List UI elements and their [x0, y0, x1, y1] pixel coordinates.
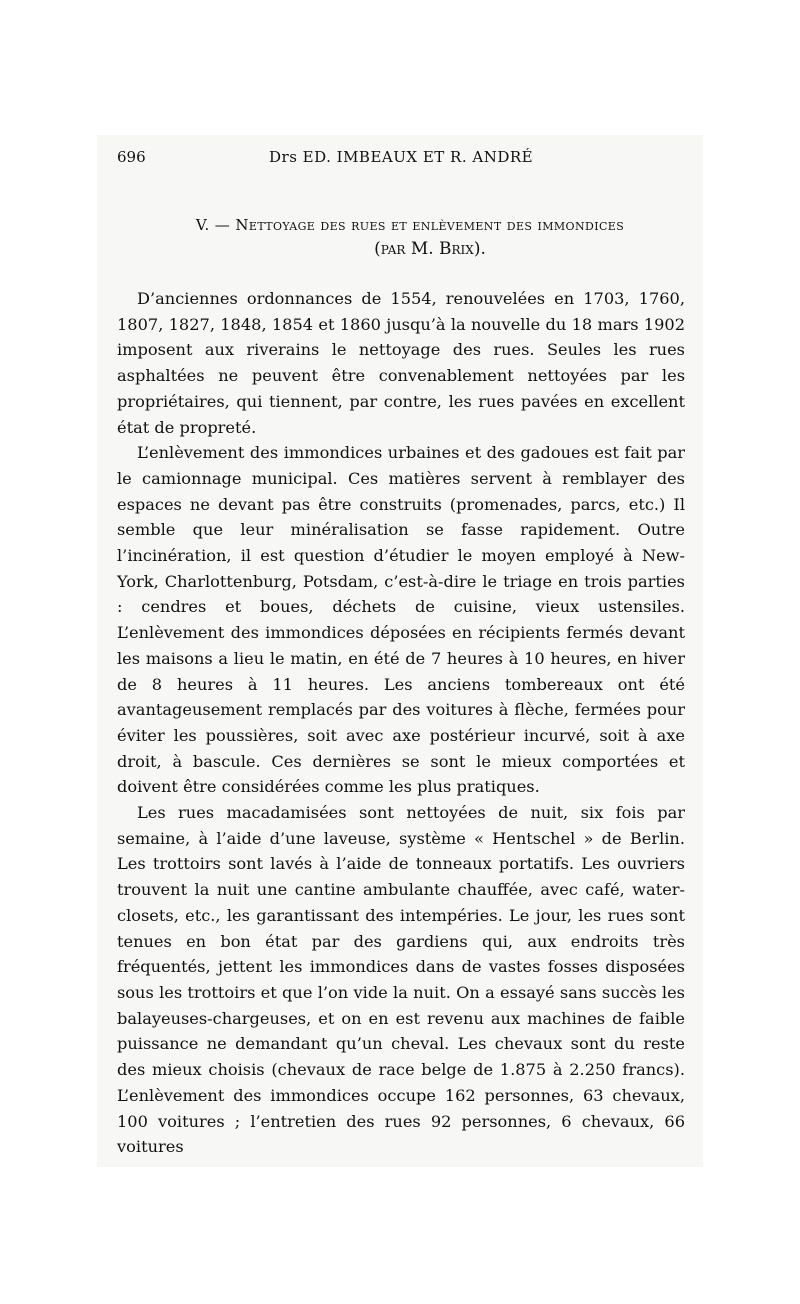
running-head: Drs ED. IMBEAUX ET R. ANDRÉ [269, 148, 534, 166]
section-title: V. — Nettoyage des rues et enlèvement des immondices [195, 216, 625, 234]
paragraph-1: D’anciennes ordonnances de 1554, renouvelées en 1703, 1760, 1807, 1827, 1848, 1854 et 1860 jusqu’à la nouvelle du 18 mars 1902 imposent aux riverains le nettoyage des rues. Seules les rues asphaltées ne peuvent être convenablement nettoyées par les propriétaires, qui tiennent, par contre, les rues pavées en excellent état de propreté. [117, 289, 685, 437]
paragraph-2: L’enlèvement des immondices urbaines et des gadoues est fait par le camionnage municipal. Ces matières servent à remblayer des espaces ne devant pas être construits (promenades, parcs, etc.) Il semble que leur minéralisation se fasse rapidement. Outre l’incinération, il est question d’étudier le moyen employé à New-York, Charlottenburg, Potsdam, c’est-à-dire le triage en trois parties : cendres et boues, déchets de cuisine, vieux ustensiles. L’enlèvement des immondices déposées en récipients fermés devant les maisons a lieu le matin, en été de 7 heures à 10 heures, en hiver de 8 heures à 11 heures. Les anciens tombereaux ont été avantageusement remplacés par des voitures à flèche, fermées pour éviter les poussières, soit avec axe postérieur incurvé, soit à axe droit, à bascule. Ces dernières se sont le mieux comportées et doivent être considérées comme les plus pratiques. [117, 443, 685, 797]
page-number: 696 [117, 148, 146, 166]
running-header [117, 148, 685, 170]
section-heading [117, 213, 685, 261]
body-text [117, 286, 685, 1160]
paragraph-3: Les rues macadamisées sont nettoyées de nuit, six fois par semaine, à l’aide d’une laveuse, système « Hentschel » de Berlin. Les trottoirs sont lavés à l’aide de tonneaux portatifs. Les ouvriers trouvent la nuit une cantine ambulante chauffée, avec café, water-closets, etc., les garantissant des intempéries. Le jour, les rues sont tenues en bon état par des gardiens qui, aux endroits très fréquentés, jettent les immondices dans de vastes fosses disposées sous les trottoirs et que l’on vide la nuit. On a essayé sans succès les balayeuses-chargeuses, et on en est revenu aux machines de faible puissance ne demandant qu’un cheval. Les chevaux sont du reste des mieux choisis (chevaux de race belge de 1.875 à 2.250 francs). L’enlèvement des immondices occupe 162 personnes, 63 chevaux, 100 voitures ; l’entretien des rues 92 personnes, 6 chevaux, 66 voitures [117, 803, 685, 1157]
section-byline: (par M. Brix). [374, 239, 486, 259]
